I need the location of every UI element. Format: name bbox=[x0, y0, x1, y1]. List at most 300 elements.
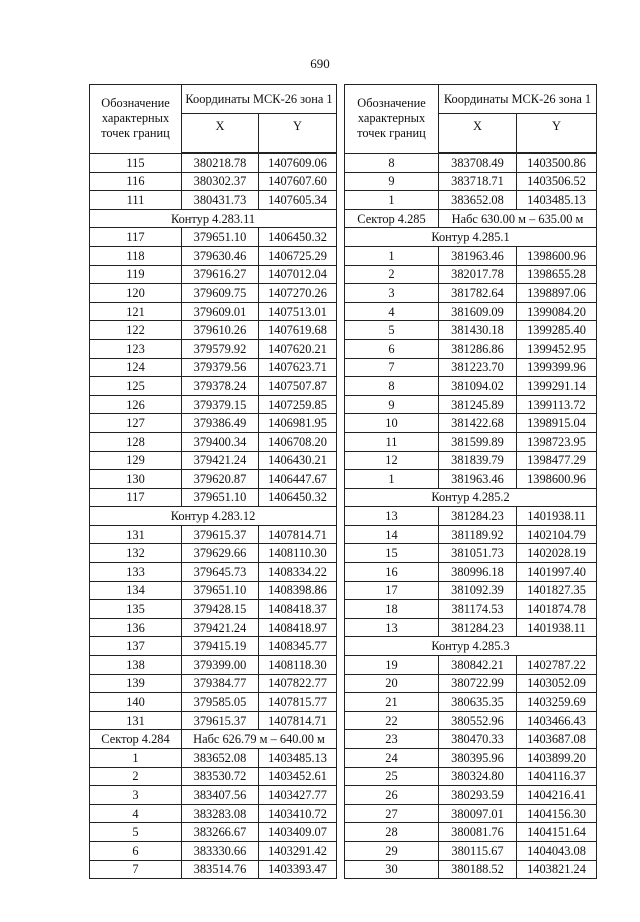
point-number: 21 bbox=[345, 693, 439, 712]
point-number: 2 bbox=[345, 265, 439, 284]
coordinate-x: 381284.23 bbox=[439, 507, 517, 526]
contour-row bbox=[90, 507, 337, 526]
table-row bbox=[90, 488, 337, 507]
coordinate-x: 379620.87 bbox=[182, 470, 259, 489]
coordinate-y: 1399113.72 bbox=[517, 395, 597, 414]
coordinate-y: 1398915.04 bbox=[517, 414, 597, 433]
coordinate-y: 1402028.19 bbox=[517, 544, 597, 563]
coordinate-x: 383330.66 bbox=[182, 841, 259, 860]
coordinate-x: 380097.01 bbox=[439, 804, 517, 823]
point-number: 138 bbox=[90, 656, 182, 675]
coordinate-y: 1403500.86 bbox=[517, 153, 597, 172]
table-row bbox=[90, 841, 337, 860]
point-number: 1 bbox=[345, 246, 439, 265]
coordinate-x: 380431.73 bbox=[182, 191, 259, 210]
table-row bbox=[90, 470, 337, 489]
coordinate-x: 383718.71 bbox=[439, 172, 517, 191]
coordinate-x: 379384.77 bbox=[182, 674, 259, 693]
coordinate-y: 1398477.29 bbox=[517, 451, 597, 470]
table-row bbox=[90, 339, 337, 358]
coordinate-x: 379615.37 bbox=[182, 711, 259, 730]
sector-elevation: Набс 626.79 м – 640.00 м bbox=[182, 730, 337, 749]
table-row bbox=[90, 265, 337, 284]
coordinate-x: 380302.37 bbox=[182, 172, 259, 191]
table-row bbox=[345, 600, 597, 619]
coordinate-y: 1398723.95 bbox=[517, 432, 597, 451]
coordinate-y: 1403485.13 bbox=[517, 191, 597, 210]
coordinate-x: 380552.96 bbox=[439, 711, 517, 730]
point-number: 126 bbox=[90, 395, 182, 414]
point-number: 139 bbox=[90, 674, 182, 693]
table-row bbox=[90, 563, 337, 582]
table-row bbox=[90, 637, 337, 656]
coordinate-y: 1401997.40 bbox=[517, 563, 597, 582]
coordinate-y: 1408334.22 bbox=[259, 563, 337, 582]
coordinate-y: 1403052.09 bbox=[517, 674, 597, 693]
coordinate-y: 1403291.42 bbox=[259, 841, 337, 860]
point-number: 130 bbox=[90, 470, 182, 489]
coordinate-x: 381189.92 bbox=[439, 525, 517, 544]
coordinate-x: 379645.73 bbox=[182, 563, 259, 582]
point-number: 135 bbox=[90, 600, 182, 619]
table-row bbox=[345, 618, 597, 637]
coordinate-x: 379651.10 bbox=[182, 488, 259, 507]
table-row bbox=[345, 302, 597, 321]
point-number: 128 bbox=[90, 432, 182, 451]
table-row bbox=[345, 786, 597, 805]
point-number: 132 bbox=[90, 544, 182, 563]
point-number: 23 bbox=[345, 730, 439, 749]
contour-row bbox=[90, 209, 337, 228]
contour-label: Контур 4.283.11 bbox=[90, 209, 337, 228]
coordinate-x: 380395.96 bbox=[439, 749, 517, 768]
coordinate-x: 381430.18 bbox=[439, 321, 517, 340]
sector-row bbox=[90, 730, 337, 749]
point-number: 28 bbox=[345, 823, 439, 842]
coordinate-y: 1408418.97 bbox=[259, 618, 337, 637]
point-number: 117 bbox=[90, 488, 182, 507]
sector-label: Сектор 4.285 bbox=[345, 209, 439, 228]
header-coordinates-system: Координаты МСК-26 зона 1 bbox=[182, 85, 337, 114]
point-number: 120 bbox=[90, 284, 182, 303]
coordinate-x: 379630.46 bbox=[182, 246, 259, 265]
coordinate-y: 1407513.01 bbox=[259, 302, 337, 321]
table-row bbox=[90, 302, 337, 321]
table-row bbox=[90, 786, 337, 805]
sector-label: Сектор 4.284 bbox=[90, 730, 182, 749]
point-number: 117 bbox=[90, 228, 182, 247]
point-number: 12 bbox=[345, 451, 439, 470]
table-body-left bbox=[90, 153, 337, 879]
header-x: X bbox=[182, 114, 259, 154]
table-row bbox=[345, 656, 597, 675]
point-number: 24 bbox=[345, 749, 439, 768]
table-row bbox=[90, 600, 337, 619]
coordinate-y: 1403452.61 bbox=[259, 767, 337, 786]
point-number: 8 bbox=[345, 377, 439, 396]
table-row bbox=[345, 358, 597, 377]
coordinate-y: 1403485.13 bbox=[259, 749, 337, 768]
table-row bbox=[90, 228, 337, 247]
point-number: 20 bbox=[345, 674, 439, 693]
coordinate-y: 1408418.37 bbox=[259, 600, 337, 619]
coordinate-x: 381245.89 bbox=[439, 395, 517, 414]
coordinate-x: 379399.00 bbox=[182, 656, 259, 675]
coordinate-y: 1399399.96 bbox=[517, 358, 597, 377]
coordinate-x: 381284.23 bbox=[439, 618, 517, 637]
contour-label: Контур 4.285.1 bbox=[345, 228, 597, 247]
coordinate-y: 1404116.37 bbox=[517, 767, 597, 786]
table-row bbox=[345, 470, 597, 489]
coordinate-x: 379585.05 bbox=[182, 693, 259, 712]
coordinate-y: 1406430.21 bbox=[259, 451, 337, 470]
table-row bbox=[90, 767, 337, 786]
table-row bbox=[345, 563, 597, 582]
table-row bbox=[345, 507, 597, 526]
coordinate-y: 1408345.77 bbox=[259, 637, 337, 656]
coordinate-x: 380470.33 bbox=[439, 730, 517, 749]
table-row bbox=[90, 284, 337, 303]
coordinate-y: 1398655.28 bbox=[517, 265, 597, 284]
point-number: 6 bbox=[90, 841, 182, 860]
coordinate-y: 1401938.11 bbox=[517, 507, 597, 526]
coordinate-y: 1403410.72 bbox=[259, 804, 337, 823]
coordinate-y: 1398600.96 bbox=[517, 246, 597, 265]
point-number: 1 bbox=[90, 749, 182, 768]
point-number: 19 bbox=[345, 656, 439, 675]
point-number: 3 bbox=[90, 786, 182, 805]
table-row bbox=[345, 674, 597, 693]
coordinate-x: 381599.89 bbox=[439, 432, 517, 451]
point-number: 13 bbox=[345, 507, 439, 526]
contour-row bbox=[345, 228, 597, 247]
coordinate-y: 1407607.60 bbox=[259, 172, 337, 191]
coordinate-x: 381092.39 bbox=[439, 581, 517, 600]
coordinate-x: 379378.24 bbox=[182, 377, 259, 396]
table-row bbox=[345, 730, 597, 749]
table-row bbox=[345, 860, 597, 879]
coordinate-y: 1404151.64 bbox=[517, 823, 597, 842]
table-row bbox=[90, 395, 337, 414]
coordinate-x: 381286.86 bbox=[439, 339, 517, 358]
coordinate-y: 1403393.47 bbox=[259, 860, 337, 879]
coordinate-y: 1399291.14 bbox=[517, 377, 597, 396]
point-number: 1 bbox=[345, 470, 439, 489]
coordinate-x: 383407.56 bbox=[182, 786, 259, 805]
table-row bbox=[90, 656, 337, 675]
coordinate-x: 381839.79 bbox=[439, 451, 517, 470]
coordinate-x: 379616.27 bbox=[182, 265, 259, 284]
point-number: 129 bbox=[90, 451, 182, 470]
point-number: 13 bbox=[345, 618, 439, 637]
coordinate-y: 1401938.11 bbox=[517, 618, 597, 637]
table-row bbox=[345, 432, 597, 451]
point-number: 10 bbox=[345, 414, 439, 433]
coordinate-y: 1404156.30 bbox=[517, 804, 597, 823]
table-row bbox=[90, 525, 337, 544]
coordinate-x: 381094.02 bbox=[439, 377, 517, 396]
contour-label: Контур 4.285.2 bbox=[345, 488, 597, 507]
coordinate-y: 1407270.26 bbox=[259, 284, 337, 303]
table-row bbox=[90, 544, 337, 563]
header-point-designation: Обозначение характерных точек границ bbox=[90, 85, 182, 154]
header-y: Y bbox=[517, 114, 597, 154]
coordinate-y: 1407623.71 bbox=[259, 358, 337, 377]
header-coordinates-system: Координаты МСК-26 зона 1 bbox=[439, 85, 597, 114]
contour-row bbox=[345, 488, 597, 507]
coordinate-x: 379386.49 bbox=[182, 414, 259, 433]
table-row bbox=[345, 246, 597, 265]
point-number: 5 bbox=[345, 321, 439, 340]
point-number: 7 bbox=[90, 860, 182, 879]
coordinate-y: 1401874.78 bbox=[517, 600, 597, 619]
coordinate-x: 379421.24 bbox=[182, 618, 259, 637]
table-row bbox=[90, 581, 337, 600]
table-row bbox=[90, 674, 337, 693]
coordinate-x: 379428.15 bbox=[182, 600, 259, 619]
point-number: 118 bbox=[90, 246, 182, 265]
coordinate-x: 381174.53 bbox=[439, 600, 517, 619]
point-number: 140 bbox=[90, 693, 182, 712]
point-number: 111 bbox=[90, 191, 182, 210]
page-number: 690 bbox=[310, 56, 330, 71]
point-number: 27 bbox=[345, 804, 439, 823]
table-row bbox=[345, 377, 597, 396]
table-row bbox=[345, 191, 597, 210]
table-row bbox=[345, 693, 597, 712]
point-number: 127 bbox=[90, 414, 182, 433]
point-number: 30 bbox=[345, 860, 439, 879]
coordinate-x: 379629.66 bbox=[182, 544, 259, 563]
point-number: 116 bbox=[90, 172, 182, 191]
sector-row bbox=[345, 209, 597, 228]
coordinate-y: 1403466.43 bbox=[517, 711, 597, 730]
coordinate-y: 1403259.69 bbox=[517, 693, 597, 712]
point-number: 122 bbox=[90, 321, 182, 340]
coordinate-x: 380324.80 bbox=[439, 767, 517, 786]
coordinate-x: 379615.37 bbox=[182, 525, 259, 544]
table-row bbox=[90, 432, 337, 451]
coordinate-x: 383652.08 bbox=[182, 749, 259, 768]
coordinate-x: 381223.70 bbox=[439, 358, 517, 377]
point-number: 133 bbox=[90, 563, 182, 582]
coordinate-x: 383514.76 bbox=[182, 860, 259, 879]
table-row bbox=[345, 339, 597, 358]
contour-label: Контур 4.283.12 bbox=[90, 507, 337, 526]
point-number: 16 bbox=[345, 563, 439, 582]
coordinate-y: 1407620.21 bbox=[259, 339, 337, 358]
table-row bbox=[90, 693, 337, 712]
table-row bbox=[90, 711, 337, 730]
coordinate-x: 379400.34 bbox=[182, 432, 259, 451]
sector-elevation: Набс 630.00 м – 635.00 м bbox=[439, 209, 597, 228]
header-y: Y bbox=[259, 114, 337, 154]
header-point-designation: Обозначение характерных точек границ bbox=[345, 85, 439, 154]
table-row bbox=[345, 414, 597, 433]
coordinate-x: 380293.59 bbox=[439, 786, 517, 805]
coordinate-x: 379609.75 bbox=[182, 284, 259, 303]
coordinate-y: 1404043.08 bbox=[517, 841, 597, 860]
coordinate-y: 1407012.04 bbox=[259, 265, 337, 284]
table-row bbox=[345, 711, 597, 730]
coordinate-y: 1398600.96 bbox=[517, 470, 597, 489]
coordinate-y: 1399084.20 bbox=[517, 302, 597, 321]
point-number: 4 bbox=[345, 302, 439, 321]
table-row bbox=[90, 377, 337, 396]
coordinate-x: 380635.35 bbox=[439, 693, 517, 712]
point-number: 14 bbox=[345, 525, 439, 544]
point-number: 15 bbox=[345, 544, 439, 563]
table-row bbox=[90, 321, 337, 340]
coordinate-x: 383530.72 bbox=[182, 767, 259, 786]
coordinate-x: 379421.24 bbox=[182, 451, 259, 470]
point-number: 26 bbox=[345, 786, 439, 805]
point-number: 125 bbox=[90, 377, 182, 396]
coordinate-x: 381422.68 bbox=[439, 414, 517, 433]
point-number: 124 bbox=[90, 358, 182, 377]
point-number: 6 bbox=[345, 339, 439, 358]
table-row bbox=[90, 749, 337, 768]
table-row bbox=[345, 581, 597, 600]
coordinate-x: 380218.78 bbox=[182, 153, 259, 172]
coordinate-y: 1407507.87 bbox=[259, 377, 337, 396]
point-number: 131 bbox=[90, 711, 182, 730]
coordinate-x: 379415.19 bbox=[182, 637, 259, 656]
coordinate-x: 383652.08 bbox=[439, 191, 517, 210]
point-number: 131 bbox=[90, 525, 182, 544]
table-row bbox=[345, 544, 597, 563]
coordinate-y: 1406981.95 bbox=[259, 414, 337, 433]
coordinate-x: 379609.01 bbox=[182, 302, 259, 321]
coordinate-x: 379610.26 bbox=[182, 321, 259, 340]
coordinate-x: 380081.76 bbox=[439, 823, 517, 842]
coordinate-x: 383266.67 bbox=[182, 823, 259, 842]
point-number: 1 bbox=[345, 191, 439, 210]
point-number: 119 bbox=[90, 265, 182, 284]
table-row bbox=[90, 414, 337, 433]
table-row bbox=[345, 265, 597, 284]
coordinate-x: 379651.10 bbox=[182, 581, 259, 600]
coordinate-y: 1404216.41 bbox=[517, 786, 597, 805]
coordinate-y: 1408110.30 bbox=[259, 544, 337, 563]
point-number: 134 bbox=[90, 581, 182, 600]
header-x: X bbox=[439, 114, 517, 154]
coordinates-table-left bbox=[89, 84, 337, 879]
table-row bbox=[345, 823, 597, 842]
point-number: 2 bbox=[90, 767, 182, 786]
table-row bbox=[90, 804, 337, 823]
point-number: 9 bbox=[345, 395, 439, 414]
point-number: 11 bbox=[345, 432, 439, 451]
table-row bbox=[90, 618, 337, 637]
table-row bbox=[345, 749, 597, 768]
point-number: 9 bbox=[345, 172, 439, 191]
coordinate-x: 379579.92 bbox=[182, 339, 259, 358]
coordinate-y: 1407815.77 bbox=[259, 693, 337, 712]
coordinate-y: 1403506.52 bbox=[517, 172, 597, 191]
coordinate-y: 1407605.34 bbox=[259, 191, 337, 210]
table-row bbox=[345, 395, 597, 414]
coordinate-y: 1403427.77 bbox=[259, 786, 337, 805]
coordinate-x: 383708.49 bbox=[439, 153, 517, 172]
table-row bbox=[90, 451, 337, 470]
table-row bbox=[345, 451, 597, 470]
point-number: 123 bbox=[90, 339, 182, 358]
contour-label: Контур 4.285.3 bbox=[345, 637, 597, 656]
coordinate-y: 1406725.29 bbox=[259, 246, 337, 265]
coordinate-x: 381609.09 bbox=[439, 302, 517, 321]
point-number: 136 bbox=[90, 618, 182, 637]
point-number: 4 bbox=[90, 804, 182, 823]
coordinate-x: 379651.10 bbox=[182, 228, 259, 247]
table-row bbox=[345, 525, 597, 544]
coordinate-y: 1403899.20 bbox=[517, 749, 597, 768]
coordinate-y: 1402787.22 bbox=[517, 656, 597, 675]
coordinate-y: 1399285.40 bbox=[517, 321, 597, 340]
coordinate-y: 1407814.71 bbox=[259, 525, 337, 544]
table-body-right bbox=[345, 153, 597, 879]
coordinate-y: 1402104.79 bbox=[517, 525, 597, 544]
coordinate-x: 383283.08 bbox=[182, 804, 259, 823]
table-row bbox=[90, 823, 337, 842]
coordinate-y: 1406708.20 bbox=[259, 432, 337, 451]
coordinate-x: 380115.67 bbox=[439, 841, 517, 860]
coordinate-x: 380996.18 bbox=[439, 563, 517, 582]
point-number: 7 bbox=[345, 358, 439, 377]
coordinate-y: 1406450.32 bbox=[259, 488, 337, 507]
point-number: 18 bbox=[345, 600, 439, 619]
coordinate-y: 1403687.08 bbox=[517, 730, 597, 749]
coordinate-x: 380842.21 bbox=[439, 656, 517, 675]
coordinate-y: 1403821.24 bbox=[517, 860, 597, 879]
coordinate-y: 1408398.86 bbox=[259, 581, 337, 600]
coordinate-x: 379379.15 bbox=[182, 395, 259, 414]
table-row bbox=[90, 191, 337, 210]
table-row bbox=[90, 153, 337, 172]
point-number: 5 bbox=[90, 823, 182, 842]
table-row bbox=[345, 321, 597, 340]
coordinate-x: 380188.52 bbox=[439, 860, 517, 879]
coordinate-y: 1406450.32 bbox=[259, 228, 337, 247]
coordinate-y: 1403409.07 bbox=[259, 823, 337, 842]
point-number: 17 bbox=[345, 581, 439, 600]
coordinate-x: 381963.46 bbox=[439, 246, 517, 265]
coordinate-x: 380722.99 bbox=[439, 674, 517, 693]
coordinate-x: 382017.78 bbox=[439, 265, 517, 284]
table-row bbox=[345, 804, 597, 823]
table-row bbox=[345, 284, 597, 303]
point-number: 121 bbox=[90, 302, 182, 321]
table-row bbox=[345, 841, 597, 860]
point-number: 25 bbox=[345, 767, 439, 786]
table-row bbox=[345, 153, 597, 172]
coordinate-y: 1407619.68 bbox=[259, 321, 337, 340]
coordinate-y: 1407259.85 bbox=[259, 395, 337, 414]
coordinate-x: 379379.56 bbox=[182, 358, 259, 377]
table-row bbox=[345, 767, 597, 786]
coordinate-x: 381782.64 bbox=[439, 284, 517, 303]
point-number: 22 bbox=[345, 711, 439, 730]
point-number: 3 bbox=[345, 284, 439, 303]
coordinate-y: 1399452.95 bbox=[517, 339, 597, 358]
table-row bbox=[90, 860, 337, 879]
coordinate-x: 381051.73 bbox=[439, 544, 517, 563]
coordinate-y: 1398897.06 bbox=[517, 284, 597, 303]
table-row bbox=[90, 358, 337, 377]
point-number: 137 bbox=[90, 637, 182, 656]
coordinate-y: 1407814.71 bbox=[259, 711, 337, 730]
coordinate-y: 1408118.30 bbox=[259, 656, 337, 675]
